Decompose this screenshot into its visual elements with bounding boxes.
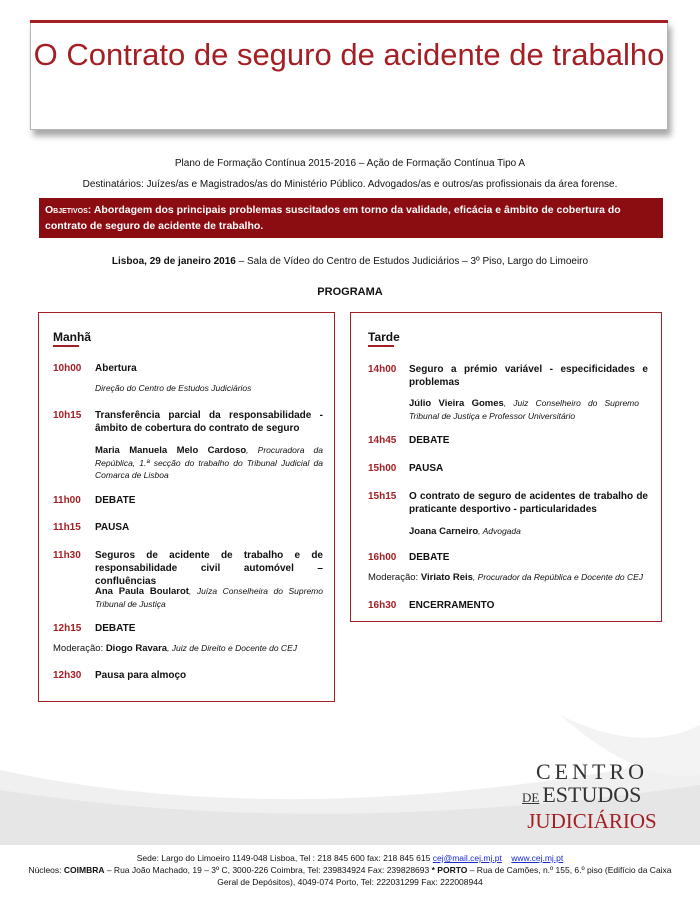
footer-nucleos-label: Núcleos: [28,865,64,875]
session-title: Transferência parcial da responsabilidade - âmbito de cobertura do contrato de seguro [95,410,323,434]
session-time: 10h15 [53,410,82,421]
footer-address-line [0,853,700,864]
footer-coimbra: COIMBRA [63,865,105,875]
session-title: DEBATE [95,495,136,506]
session-speaker [95,444,323,481]
session-time: 15h15 [368,491,397,502]
session-time: 12h15 [53,623,82,634]
session-title: Abertura [95,363,137,374]
footer-porto: PORTO [434,865,468,875]
moderator-name: Diogo Ravara [105,643,168,654]
programa-heading: PROGRAMA [317,286,383,298]
logo-line-1: CENTRO [536,759,648,784]
speaker-name: Maria Manuela Melo Cardoso [95,445,247,456]
session-title: ENCERRAMENTO [409,600,495,611]
title-box [30,20,668,130]
footer-porto-line: Geral de Depósitos), 4049-074 Porto, Tel: 222031299 Fax: 222008944 [217,877,483,887]
footer-website-link[interactable]: www.cej.mj.pt [511,853,564,863]
logo-line-2 [522,784,662,809]
session-time: 15h00 [368,463,397,474]
afternoon-title: Tarde [368,330,400,347]
speaker-detail: , Procuradora da República, 1.ª secção do trabalho do Tribunal Judicial da Comarca de Lisboa [95,445,323,480]
footer-email-link[interactable]: cej@mail.cej.mj.pt [432,853,502,863]
objective-banner [39,198,663,238]
session-time: 12h30 [53,670,82,681]
moderator-name: Viriato Reis [420,572,473,583]
footer-porto-address: – Rua de Camões, n.º 155, 6.º piso (Edifício da Caixa [467,865,672,875]
session-time: 14h00 [368,364,397,375]
morning-panel [38,312,335,702]
session-time: 10h00 [53,363,82,374]
session-time: 11h30 [53,550,81,561]
session-title: PAUSA [95,522,130,533]
objective-text: Abordagem dos principais problemas suscitados em torno da validade, eficácia e âmbito de cobertura do contrato de seguro de acidente de trabalho. [45,204,621,232]
session-title: DEBATE [409,435,450,446]
session-title: PAUSA [409,463,444,474]
speaker-name: Júlio Vieira Gomes [409,398,504,409]
session-speaker [95,585,323,610]
objective-label: Objetivos: [45,204,92,216]
moderation-line [53,642,323,655]
afternoon-panel [350,312,662,622]
plan-line: Plano de Formação Contínua 2015-2016 – Ação de Formação Contínua Tipo A [174,158,526,169]
session-time: 14h45 [368,435,397,446]
speaker-detail: , Juíza Conselheira do Supremo Tribunal de Justiça [95,586,323,609]
session-title: Seguro a prémio variável - especificidades e problemas [409,364,648,388]
session-time: 11h00 [53,495,81,506]
moderation-label: Moderação: [53,643,106,654]
footer-coimbra-address: – Rua João Machado, 19 – 3º C, 3000-226 Coimbra, Tel: 239834924 Fax: 239828693 [104,865,432,875]
moderation-line [368,571,648,584]
title-accent-bar [30,20,668,23]
morning-title: Manhã [53,330,91,347]
moderation-label: Moderação: [368,572,421,583]
session-time: 11h15 [53,522,81,533]
session-title: Seguros de acidente de trabalho e de responsabilidade civil automóvel – confluências [95,550,323,587]
speaker-name: Joana Carneiro [409,526,479,537]
speaker-detail: Direção do Centro de Estudos Judiciários [95,383,252,393]
location-rest: – Sala de Vídeo do Centro de Estudos Judiciários – 3º Piso, Largo do Limoeiro [235,256,589,267]
speaker-name: Ana Paula Boularot [95,586,189,597]
location-line [0,256,700,267]
session-speaker [95,382,323,394]
session-title: DEBATE [95,623,136,634]
logo-estudos: ESTUDOS [542,782,642,807]
session-title: O contrato de seguro de acidentes de trabalho de praticante desportivo - particularidades [409,491,648,515]
session-title: Pausa para almoço [95,670,187,681]
session-time: 16h30 [368,600,397,611]
moderator-detail: , Procurador da República e Docente do CEJ [472,572,644,582]
cej-logo [522,760,662,833]
session-title: DEBATE [409,552,450,563]
logo-line-3: JUDICIÁRIOS [527,809,657,833]
logo-de: DE [522,790,540,805]
location-date: Lisboa, 29 de janeiro 2016 [111,256,236,267]
audience-line: Destinatários: Juízes/as e Magistrados/as do Ministério Público. Advogados/as e outros/as profissionais da área forense. [82,179,618,190]
moderator-detail: , Juiz de Direito e Docente do CEJ [167,643,297,653]
speaker-detail: , Advogada [478,526,521,536]
speaker-detail: , Juiz Conselheiro do Supremo Tribunal de Justiça e Professor Universitário [409,398,639,421]
session-time: 16h00 [368,552,397,563]
footer-star: * [431,865,435,875]
session-speaker [409,525,639,538]
session-speaker [409,397,639,422]
footer-nucleos-line [0,865,700,876]
page-title: O Contrato de seguro de acidente de trabalho [33,37,665,72]
footer-sede: Sede: Largo do Limoeiro 1149-048 Lisboa, Tel : 218 845 600 fax: 218 845 615 [136,853,433,863]
